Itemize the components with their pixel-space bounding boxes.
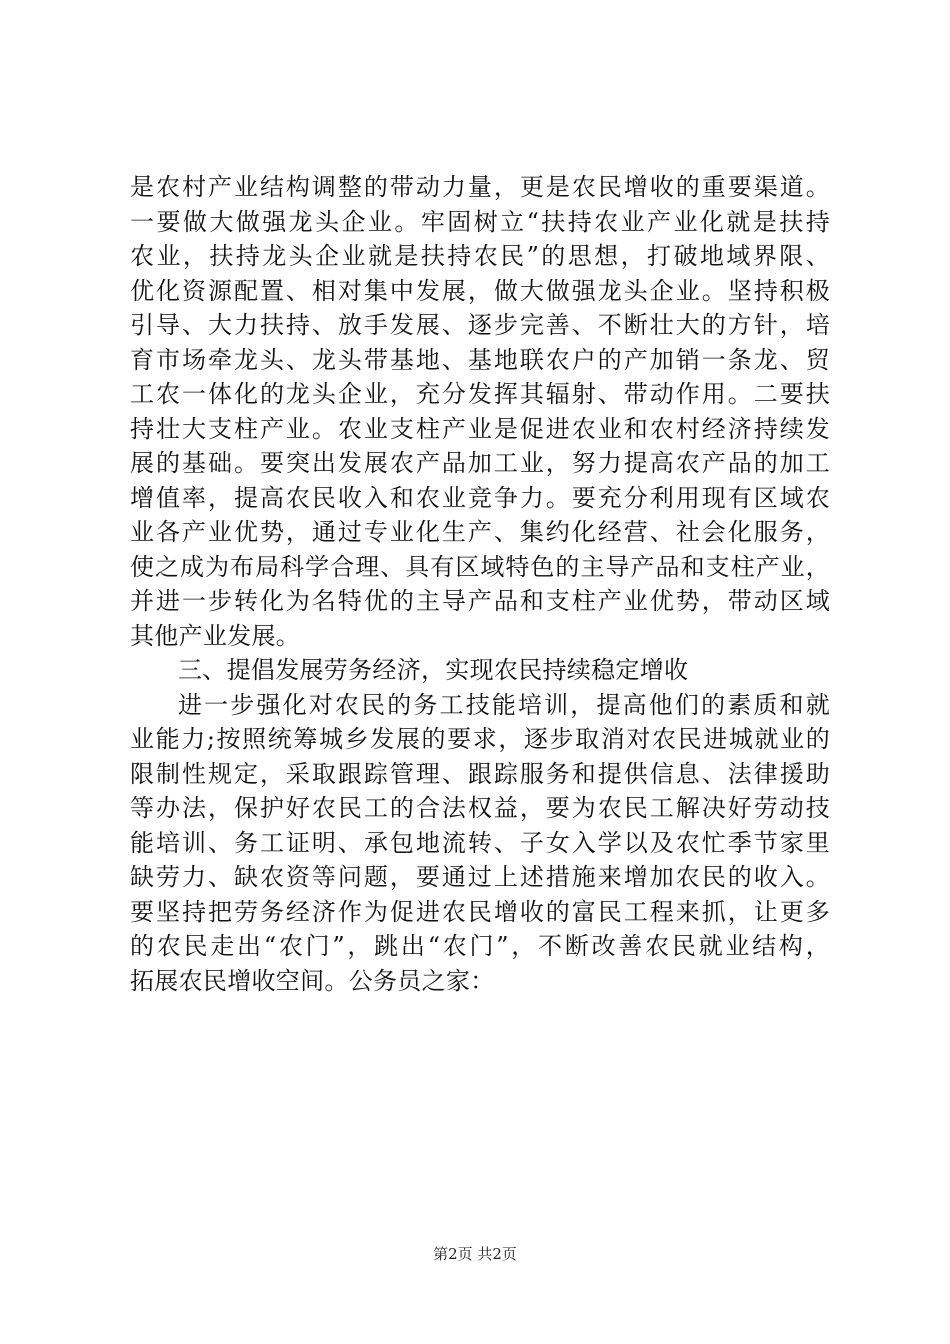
text-line: 等办法，保护好农民工的合法权益，要为农民工解决好劳动技 — [130, 794, 830, 822]
text-line: 展的基础。要突出发展农产品加工业，努力提高农产品的加工 — [130, 449, 830, 477]
text-line: 并进一步转化为名特优的主导产品和支柱产业优势，带动区域 — [130, 587, 830, 615]
text-line: 优化资源配置、相对集中发展，做大做强龙头企业。坚持积极 — [130, 276, 830, 305]
text-line: 其他产业发展。 — [130, 621, 301, 650]
text-line: 是农村产业结构调整的带动力量，更是农民增收的重要渠道。 — [130, 173, 830, 201]
text-line: 拓展农民增收空间。公务员之家： — [130, 966, 495, 995]
text-line: 工农一体化的龙头企业，充分发挥其辐射、带动作用。二要扶 — [130, 380, 830, 408]
section-heading: 三、提倡发展劳务经济，实现农民持续稳定增收 — [178, 656, 689, 684]
text-line: 的农民走出“农门”，跳出“农门”，不断改善农民就业结构， — [130, 932, 830, 960]
body-text — [130, 170, 830, 998]
text-line: 持壮大支柱产业。农业支柱产业是促进农业和农村经济持续发 — [130, 414, 830, 443]
text-line: 进一步强化对农民的务工技能培训，提高他们的素质和就 — [178, 690, 830, 719]
text-line: 能培训、务工证明、承包地流转、子女入学以及农忙季节家里 — [130, 828, 830, 857]
text-line: 业各产业优势，通过专业化生产、集约化经营、社会化服务， — [130, 518, 830, 546]
text-line: 育市场牵龙头、龙头带基地、基地联农户的产加销一条龙、贸 — [130, 345, 830, 374]
text-line: 要坚持把劳务经济作为促进农民增收的富民工程来抓，让更多 — [130, 897, 830, 926]
text-line: 缺劳力、缺农资等问题，要通过上述措施来增加农民的收入。 — [130, 863, 830, 891]
text-line: 使之成为布局科学合理、具有区域特色的主导产品和支柱产业， — [130, 552, 830, 581]
page-number: 第2页 共2页 — [433, 1245, 517, 1263]
text-line: 限制性规定，采取跟踪管理、跟踪服务和提供信息、法律援助 — [130, 759, 830, 788]
text-line: 农业，扶持龙头企业就是扶持农民”的思想，打破地域界限、 — [130, 242, 830, 270]
text-line: 增值率，提高农民收入和农业竞争力。要充分利用现有区域农 — [130, 483, 830, 512]
text-line: 业能力;按照统筹城乡发展的要求，逐步取消对农民进城就业的 — [130, 725, 830, 753]
text-line: 引导、大力扶持、放手发展、逐步完善、不断壮大的方针，培 — [130, 311, 830, 339]
text-line: 一要做大做强龙头企业。牢固树立“扶持农业产业化就是扶持 — [130, 207, 830, 236]
